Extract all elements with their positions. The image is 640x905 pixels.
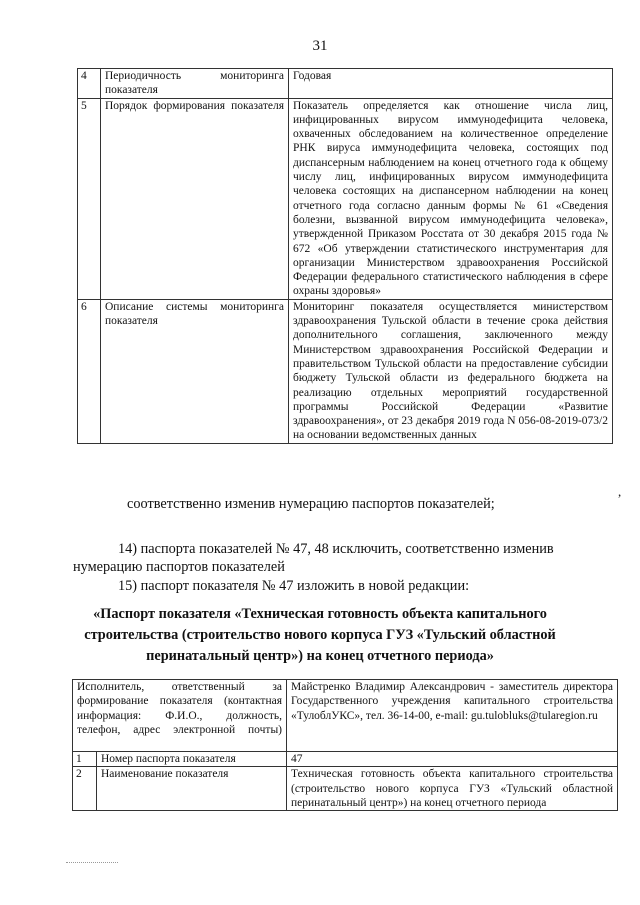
row-number: 2 (73, 767, 97, 811)
passport-title (60, 604, 580, 667)
row-number: 5 (78, 98, 101, 299)
row-label: Порядок формирования показателя (101, 98, 289, 299)
row-value: Техническая готовность объекта капитального строительства (строительство нового корпуса ГУЗ «Тульский областной перинатальный центр») на конец отчетного периода (287, 767, 618, 811)
row-label: Номер паспорта показателя (97, 752, 287, 767)
executor-value: Майстренко Владимир Александрович - заместитель директора Государственного учреждения капитального строительства «ТулоблУКС», тел. 36-14-00, e-mail: gu.tulobluks@tularegion.ru (287, 680, 618, 752)
row-label: Описание системы мониторинга показателя (101, 299, 289, 443)
body-text-line: соответственно изменив нумерацию паспортов показателей; (127, 496, 495, 512)
item-14-text: 14) паспорта показателей № 47, 48 исключить, соответственно изменив (118, 541, 554, 557)
table-row (78, 98, 613, 299)
row-number: 6 (78, 299, 101, 443)
row-number: 4 (78, 69, 101, 99)
table-row (73, 752, 618, 767)
table-row (73, 767, 618, 811)
row-number: 1 (73, 752, 97, 767)
table-row (78, 69, 613, 99)
page-number: 31 (312, 38, 328, 54)
row-value: Показатель определяется как отношение числа лиц, инфицированных вирусом иммунодефицита человека, охваченных обследованием на количественное определение РНК вируса иммунодефицита человека, состоящих под диспансерным наблюдением на конец отчетного года к общему числу лиц, инфицированных вирусом иммунодефицита человека состоящих на диспансерном наблюдении на конец отчетного года согласно данным формы № 61 «Сведения болезни, вызванной вирусом иммунодефицита человека», утвержденной Приказом Росстата от 30 декабря 2015 года № 672 «Об утверждении статистического инструментария для организации Министерством здравоохранения Российской Федерации федерального статистического наблюдения в сфере охраны здоровья» (289, 98, 613, 299)
item-15-text: 15) паспорт показателя № 47 изложить в новой редакции: (118, 578, 470, 594)
row-value: Годовая (289, 69, 613, 99)
table-row (73, 680, 618, 752)
new-indicator-passport-table (72, 679, 618, 811)
row-value: Мониторинг показателя осуществляется министерством здравоохранения Тульской области в течение срока действия дополнительного соглашения, заключенного между Министерством здравоохранения Российской Федерации и правительством Тульской области на предоставление субсидии бюджету Тульской области из федерального бюджета на реализацию отдельных мероприятий государственной программы Российской Федерации «Развитие здравоохранения», от 23 декабря 2019 года N 056-08-2019-073/2 на основании ведомственных данных (289, 299, 613, 443)
table-row (78, 299, 613, 443)
passport-title-line: перинатальный центр») на конец отчетного периода» (146, 648, 494, 664)
passport-title-line: «Паспорт показателя «Техническая готовность объекта капитального (93, 606, 547, 622)
trailing-comma: , (618, 484, 622, 499)
row-label: Наименование показателя (97, 767, 287, 811)
indicator-passport-table-continued (77, 68, 613, 444)
footnote-divider (66, 862, 118, 863)
item-14-text-continued: нумерацию паспортов показателей (73, 559, 285, 575)
passport-title-line: строительства (строительство нового корпуса ГУЗ «Тульский областной (84, 627, 556, 643)
row-value: 47 (287, 752, 618, 767)
executor-label: Исполнитель, ответственный за формирование показателя (контактная информация: Ф.И.О., должность, телефон, адрес электронной почты) (73, 680, 287, 752)
row-label: Периодичность мониторинга показателя (101, 69, 289, 99)
